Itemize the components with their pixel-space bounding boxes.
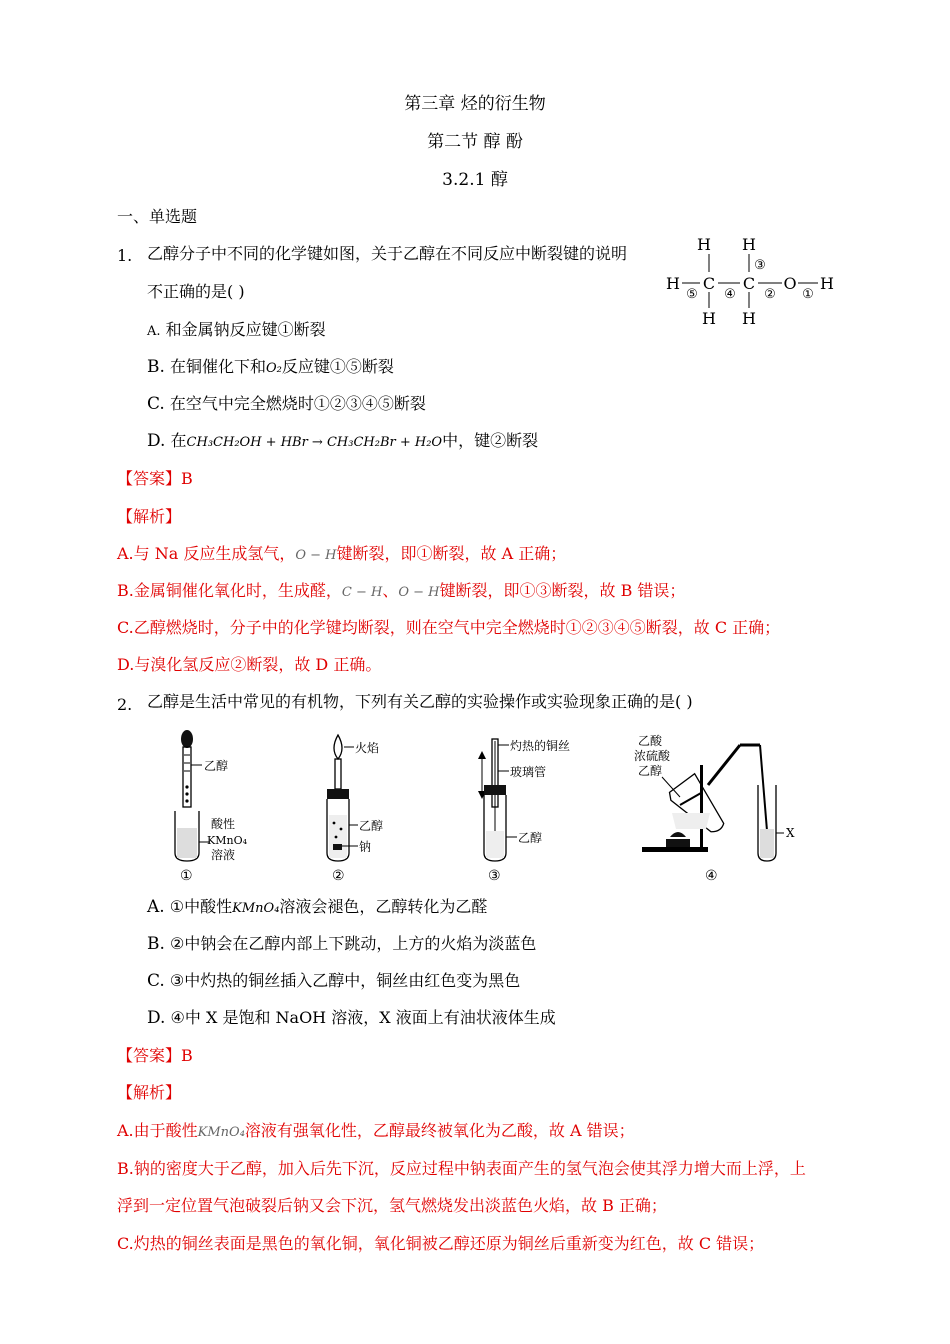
option-text: ③中灼热的铜丝插入乙醇中，铜丝由红色变为黑色 <box>169 971 521 990</box>
label-acidic: 酸性 <box>211 817 236 831</box>
q1-analysis-a <box>117 544 566 566</box>
atom-o: O <box>783 274 797 293</box>
option-letter: D. <box>147 431 166 451</box>
q1-number: 1. <box>117 246 133 265</box>
q2-number: 2. <box>117 695 133 714</box>
bond-label-3: ③ <box>754 258 766 273</box>
q1-option-c <box>147 394 426 414</box>
q2-analysis-c: C.灼热的铜丝表面是黑色的氧化铜，氧化铜被乙醇还原为铜丝后重新变为红色，故 C 错误； <box>117 1234 765 1253</box>
atom-h-bottom-left: H <box>702 309 716 328</box>
formula: O − H <box>295 548 337 563</box>
atom-h-top-left: H <box>697 235 711 254</box>
option-letter: D. <box>147 1008 166 1028</box>
figure-number-3: ③ <box>488 868 501 884</box>
figure-number-4: ④ <box>705 868 718 884</box>
option-letter: C. <box>147 971 165 991</box>
subsection-title: 3.2.1 醇 <box>442 170 508 190</box>
analysis-text: 溶液有强氧化性，乙醇最终被氧化为乙酸，故 A 错误； <box>244 1121 635 1140</box>
q1-analysis-title: 【解析】 <box>117 507 182 526</box>
option-text: 在空气中完全燃烧时①②③④⑤断裂 <box>169 394 426 413</box>
label-x: X <box>786 826 795 840</box>
option-letter: A. <box>147 897 165 917</box>
formula: KMnO₄ <box>232 901 280 916</box>
option-letter: B. <box>147 934 165 954</box>
formula: CH₃CH₂OH + HBr → CH₃CH₂Br + H₂O <box>186 435 443 450</box>
analysis-text: 键断裂，即①③断裂，故 B 错误； <box>439 581 686 600</box>
q2-option-c <box>147 971 520 991</box>
formula: O − H <box>398 585 440 600</box>
option-text: ②中钠会在乙醇内部上下跳动，上方的火焰为淡蓝色 <box>170 934 537 953</box>
analysis-text: 、 <box>382 581 399 600</box>
q2-analysis-b-line2: 浮到一定位置气泡破裂后钠又会下沉，氢气燃烧发出淡蓝色火焰，故 B 正确； <box>117 1196 667 1215</box>
bond-label-4: ④ <box>724 287 736 302</box>
formula: C − H <box>341 585 383 600</box>
q2-analysis-b-line1: B.钠的密度大于乙醇，加入后先下沉，反应过程中钠表面产生的氢气泡会使其浮力增大而上浮，上 <box>117 1159 806 1178</box>
formula: O₂ <box>266 361 282 376</box>
option-letter: C. <box>147 394 165 414</box>
q2-analysis-title: 【解析】 <box>117 1083 182 1102</box>
option-text: ④中 X 是饱和 NaOH 溶液，X 液面上有油状液体生成 <box>170 1008 556 1027</box>
q1-option-b <box>147 357 394 379</box>
bond-label-1: ① <box>802 287 814 302</box>
q2-analysis-a <box>117 1121 635 1143</box>
figure-4-esterification-setup <box>634 734 795 884</box>
atom-h-left: H <box>666 274 680 293</box>
part-title: 一、单选题 <box>117 207 198 226</box>
formula: KMnO₄ <box>197 1125 245 1140</box>
figure-1-dropper-setup <box>175 730 248 884</box>
q1-stem-line1: 乙醇分子中不同的化学键如图，关于乙醇在不同反应中断裂键的说明 <box>147 244 628 263</box>
option-text-pre: 在铜催化下和 <box>170 357 267 376</box>
label-ethanol: 乙醇 <box>359 819 384 833</box>
q1-answer: 【答案】B <box>117 469 193 488</box>
option-text-post: 中，键②断裂 <box>442 431 539 450</box>
label-kmno4: KMnO₄ <box>207 834 247 847</box>
label-ethanol: 乙醇 <box>204 759 229 773</box>
option-letter: A. <box>147 324 161 339</box>
option-text-pre: ①中酸性 <box>169 897 233 916</box>
atom-h-top-right: H <box>742 235 756 254</box>
label-glass-tube: 玻璃管 <box>510 765 547 779</box>
atom-h-right: H <box>820 274 834 293</box>
bond-label-2: ② <box>764 287 776 302</box>
q2-option-a <box>147 897 487 919</box>
label-flame: 火焰 <box>355 741 380 755</box>
q2-option-b <box>147 934 536 954</box>
experiment-figure <box>160 725 800 885</box>
q1-stem-line2: 不正确的是( ) <box>147 282 245 301</box>
option-letter: B. <box>147 357 165 377</box>
atom-c2: C <box>742 274 756 293</box>
label-sulfuric-acid: 浓硫酸 <box>634 749 671 763</box>
q1-option-d <box>147 431 538 453</box>
option-text-pre: 在 <box>170 431 187 450</box>
label-ethanol: 乙醇 <box>638 764 663 778</box>
label-solution: 溶液 <box>211 848 236 862</box>
q1-analysis-b <box>117 581 685 603</box>
section-title: 第二节 醇 酚 <box>427 132 523 152</box>
chapter-title: 第三章 烃的衍生物 <box>404 94 546 114</box>
option-text-post: 溶液会褪色，乙醇转化为乙醛 <box>279 897 488 916</box>
analysis-text: A.与 Na 反应生成氢气， <box>117 544 296 563</box>
q2-option-d <box>147 1008 556 1028</box>
q1-analysis-c: C.乙醇燃烧时，分子中的化学键均断裂，则在空气中完全燃烧时①②③④⑤断裂，故 C 正确； <box>117 618 781 637</box>
q2-stem: 乙醇是生活中常见的有机物，下列有关乙醇的实验操作或实验现象正确的是( ) <box>147 692 693 711</box>
label-sodium: 钠 <box>359 840 372 854</box>
q2-answer: 【答案】B <box>117 1046 193 1065</box>
label-acetic-acid: 乙酸 <box>638 734 663 748</box>
analysis-text: B.金属铜催化氧化时，生成醛， <box>117 581 342 600</box>
analysis-text: 键断裂，即①断裂，故 A 正确； <box>336 544 567 563</box>
q1-option-a <box>147 320 326 342</box>
ethanol-structure-diagram <box>660 232 840 332</box>
figure-3-copper-wire-setup <box>478 738 570 884</box>
label-ethanol: 乙醇 <box>518 831 543 845</box>
figure-number-1: ① <box>180 868 193 884</box>
q1-analysis-d: D.与溴化氢反应②断裂，故 D 正确。 <box>117 655 382 674</box>
option-text: 和金属钠反应键①断裂 <box>165 320 326 339</box>
atom-h-bottom-right: H <box>742 309 756 328</box>
figure-2-sodium-setup <box>327 735 383 884</box>
atom-c1: C <box>702 274 716 293</box>
figure-number-2: ② <box>332 868 345 884</box>
label-copper-wire: 灼热的铜丝 <box>510 739 571 753</box>
analysis-text: A.由于酸性 <box>117 1121 198 1140</box>
option-text-post: 反应键①⑤断裂 <box>281 357 394 376</box>
bond-label-5: ⑤ <box>686 287 698 302</box>
